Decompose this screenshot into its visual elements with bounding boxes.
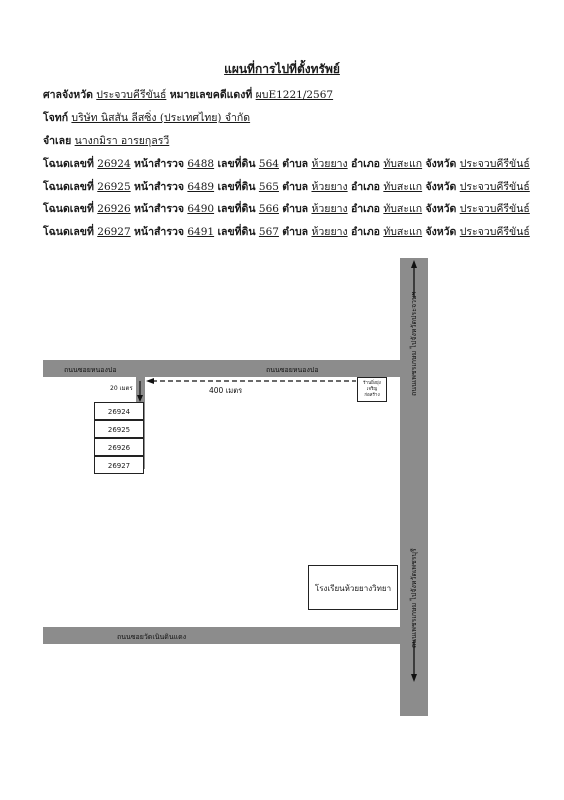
distance-20-arrow [137, 381, 143, 402]
survey-number: 6489 [187, 180, 215, 193]
province-label: จังหวัด [425, 180, 457, 193]
plot-box: 26926 [94, 438, 144, 456]
plaintiff-value: บริษัท นิสสัน ลีสซิ่ง (ประเทศไทย) จำกัด [71, 112, 251, 124]
land-number: 564 [258, 158, 279, 170]
deed-label: โฉนดเลขที่ [43, 203, 94, 215]
plot-box: 26927 [94, 456, 144, 474]
district-label: อำเภอ [350, 225, 380, 238]
deed-number: 26927 [97, 225, 131, 238]
subdistrict-label: ตำบล [282, 225, 309, 238]
survey-label: หน้าสำรวจ [134, 158, 185, 170]
deed-number: 26926 [97, 203, 131, 215]
north-arrow [411, 260, 417, 298]
land-label: เลขที่ดิน [217, 158, 256, 170]
survey-label: หน้าสำรวจ [134, 203, 185, 215]
deed-number: 26924 [97, 158, 131, 170]
court-value: ประจวบคีรีขันธ์ [96, 89, 167, 101]
land-number: 567 [258, 225, 279, 238]
subdistrict-value: ห้วยยาง [311, 180, 348, 193]
plaintiff-label: โจทก์ [43, 112, 69, 124]
landmark-shop: ร้านยิ่งยุ่งเจริญ ก่อสร้าง [357, 377, 387, 402]
province-label: จังหวัด [425, 225, 457, 238]
case-label: หมายเลขคดีแดงที่ [169, 89, 253, 101]
survey-number: 6491 [187, 225, 215, 238]
subdistrict-value: ห้วยยาง [311, 158, 348, 170]
distance-20-label: 20 เมตร [110, 385, 133, 392]
distance-400-label: 400 เมตร [209, 386, 243, 395]
subdistrict-label: ตำบล [282, 158, 309, 170]
subdistrict-label: ตำบล [282, 203, 309, 215]
district-value: ทับสะแก [383, 158, 423, 170]
province-value: ประจวบคีรีขันธ์ [459, 158, 530, 170]
province-label: จังหวัด [425, 203, 457, 215]
survey-label: หน้าสำรวจ [134, 225, 185, 238]
plot-box: 26924 [94, 402, 144, 420]
province-value: ประจวบคีรีขันธ์ [459, 180, 530, 193]
distance-400-arrow [146, 378, 356, 384]
province-value: ประจวบคีรีขันธ์ [459, 203, 530, 215]
district-value: ทับสะแก [383, 225, 423, 238]
district-label: อำเภอ [350, 158, 380, 170]
district-label: อำเภอ [350, 203, 380, 215]
subdistrict-label: ตำบล [282, 180, 309, 193]
defendant-value: นางกมิรา อารยกุลรวี [74, 135, 170, 147]
district-label: อำเภอ [350, 180, 380, 193]
deed-label: โฉนดเลขที่ [43, 180, 94, 193]
land-label: เลขที่ดิน [217, 225, 256, 238]
survey-number: 6488 [187, 158, 215, 170]
land-label: เลขที่ดิน [217, 203, 256, 215]
land-number: 566 [258, 203, 279, 215]
land-label: เลขที่ดิน [217, 180, 256, 193]
page-title: แผนที่การไปที่ตั้งทรัพย์ [224, 62, 340, 76]
deed-label: โฉนดเลขที่ [43, 225, 94, 238]
landmark-school: โรงเรียนห้วยยางวิทยา [308, 565, 398, 610]
deed-number: 26925 [97, 180, 131, 193]
district-value: ทับสะแก [383, 203, 423, 215]
district-value: ทับสะแก [383, 180, 423, 193]
case-value: ผบE1221/2567 [255, 89, 334, 101]
survey-label: หน้าสำรวจ [134, 180, 185, 193]
road-vertical-top-label: ถนนเพชรเกษม ไปจังหวัดประจวบฯ [410, 291, 418, 396]
subdistrict-value: ห้วยยาง [311, 203, 348, 215]
subdistrict-value: ห้วยยาง [311, 225, 348, 238]
south-arrow [411, 640, 417, 682]
survey-number: 6490 [187, 203, 215, 215]
province-value: ประจวบคีรีขันธ์ [459, 225, 530, 238]
road-bottom-label: ถนนซอยวัดเนินดินแดง [117, 633, 187, 641]
court-label: ศาลจังหวัด [43, 89, 93, 101]
defendant-label: จำเลย [43, 135, 72, 147]
province-label: จังหวัด [425, 158, 457, 170]
road-top-left-label: ถนนซอยหนองปอ [64, 366, 117, 374]
plot-box: 26925 [94, 420, 144, 438]
road-vertical-bottom-label: ถนนเพชรเกษม ไปจังหวัดเพชรบุรี [410, 548, 418, 648]
deed-label: โฉนดเลขที่ [43, 158, 94, 170]
land-number: 565 [258, 180, 279, 193]
road-top-right-label: ถนนซอยหนองปอ [266, 366, 319, 374]
